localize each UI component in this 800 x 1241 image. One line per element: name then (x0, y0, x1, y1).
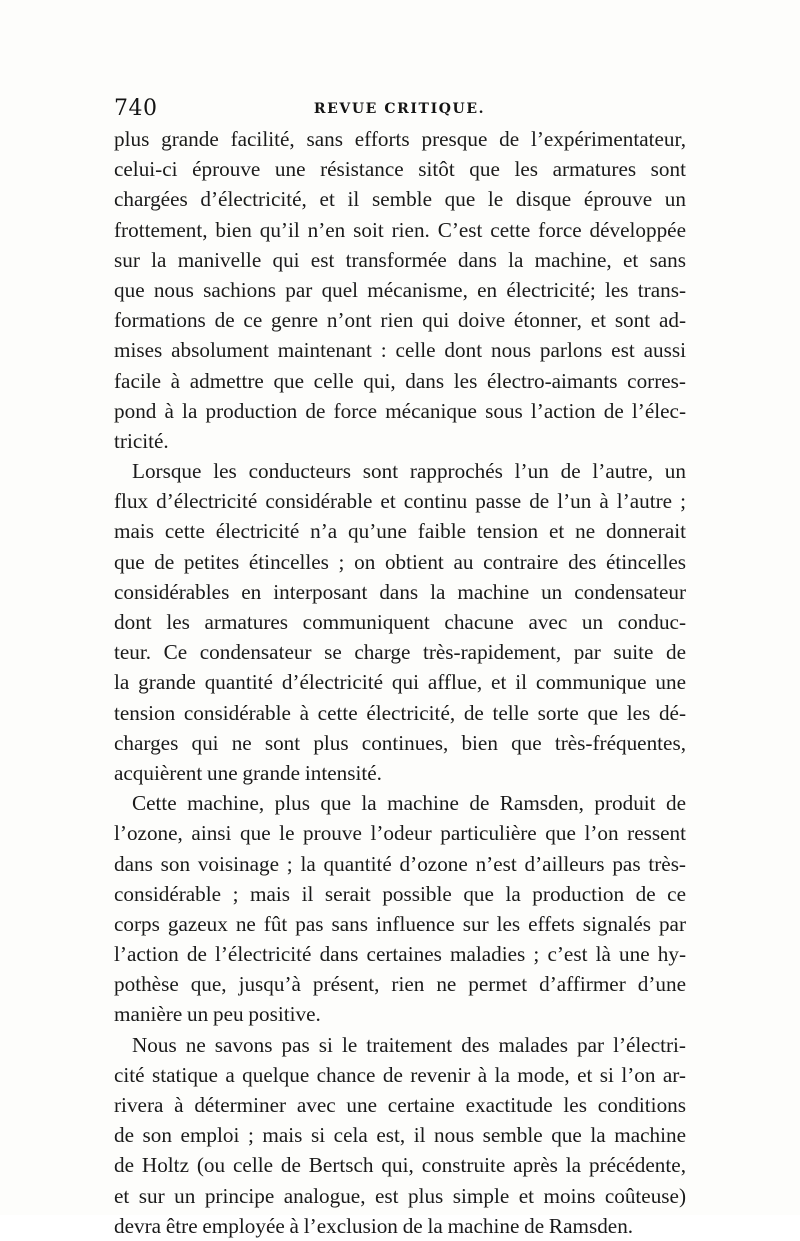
text-line: que de petites étincelles ; on obtient au contraire des étincelles (114, 549, 686, 574)
text-line: devra être employée à l’exclusion de la machine de Ramsden. (114, 1213, 634, 1238)
text-line: pond à la production de force mécanique sous l’action de l’élec- (114, 398, 686, 423)
paragraph (114, 456, 686, 788)
body-text (114, 124, 686, 1241)
text-line: que nous sachions par quel mécanisme, en électricité; les trans- (114, 277, 686, 302)
text-line: Lorsque les conducteurs sont rapprochés l’un de l’autre, un (132, 459, 686, 484)
text-line: dans son voisinage ; la quantité d’ozone n’est d’ailleurs pas très- (114, 851, 686, 876)
text-line: l’action de l’électricité dans certaines maladies ; c’est là une hy- (114, 942, 686, 967)
text-line: manière un peu positive. (114, 1002, 321, 1027)
text-line: de Holtz (ou celle de Bertsch qui, construite après la précédente, (114, 1153, 686, 1178)
text-line: cité statique a quelque chance de revenir à la mode, et si l’on ar- (114, 1062, 686, 1087)
text-line: de son emploi ; mais si cela est, il nous semble que la machine (114, 1123, 686, 1148)
text-line: dont les armatures communiquent chacune avec un conduc- (114, 610, 686, 634)
text-line: tricité. (114, 428, 169, 453)
text-line: mises absolument maintenant : celle dont nous parlons est aussi (114, 338, 686, 363)
paragraph (114, 1030, 686, 1241)
text-line: pothèse que, jusqu’à présent, rien ne permet d’affirmer d’une (114, 972, 686, 997)
text-line: et sur un principe analogue, est plus simple et moins coûteuse) (114, 1183, 686, 1208)
text-line: formations de ce genre n’ont rien qui doive étonner, et sont ad- (114, 308, 686, 333)
paragraph (114, 788, 686, 1030)
text-line: considérables en interposant dans la machine un condensateur (114, 579, 686, 604)
text-line: rivera à déterminer avec une certaine exactitude les conditions (114, 1093, 686, 1117)
text-line: flux d’électricité considérable et continu passe de l’un à l’autre ; (114, 489, 686, 514)
text-line: l’ozone, ainsi que le prouve l’odeur particulière que l’on ressent (114, 821, 686, 846)
text-line: Nous ne savons pas si le traitement des malades par l’électri- (132, 1032, 686, 1057)
text-line: acquièrent une grande intensité. (114, 760, 382, 785)
paragraph (114, 124, 686, 456)
text-line: corps gazeux ne fût pas sans influence sur les effets signalés par (114, 911, 686, 936)
text-line: facile à admettre que celle qui, dans les électro-aimants corres- (114, 368, 686, 393)
text-line: Cette machine, plus que la machine de Ramsden, produit de (132, 791, 686, 816)
text-line: tension considérable à cette électricité, de telle sorte que les dé- (114, 700, 686, 725)
running-head (114, 96, 685, 126)
text-line: celui-ci éprouve une résistance sitôt que les armatures sont (114, 157, 686, 182)
text-line: frottement, bien qu’il n’en soit rien. C’est cette force développée (114, 217, 686, 242)
text-line: sur la manivelle qui est transformée dans la machine, et sans (114, 247, 686, 272)
text-line: mais cette électricité n’a qu’une faible tension et ne donnerait (114, 519, 686, 544)
text-line: chargées d’électricité, et il semble que le disque éprouve un (114, 187, 686, 212)
page-number: 740 (114, 96, 158, 121)
text-line: charges qui ne sont plus continues, bien que très-fréquentes, (114, 730, 686, 755)
text-line: considérable ; mais il serait possible que la production de ce (114, 881, 686, 906)
text-line: la grande quantité d’électricité qui afflue, et il communique une (114, 670, 686, 695)
text-line: teur. Ce condensateur se charge très-rapidement, par suite de (114, 640, 686, 665)
running-title: REVUE CRITIQUE. (313, 101, 486, 117)
text-line: plus grande facilité, sans efforts presque de l’expérimentateur, (114, 127, 686, 151)
